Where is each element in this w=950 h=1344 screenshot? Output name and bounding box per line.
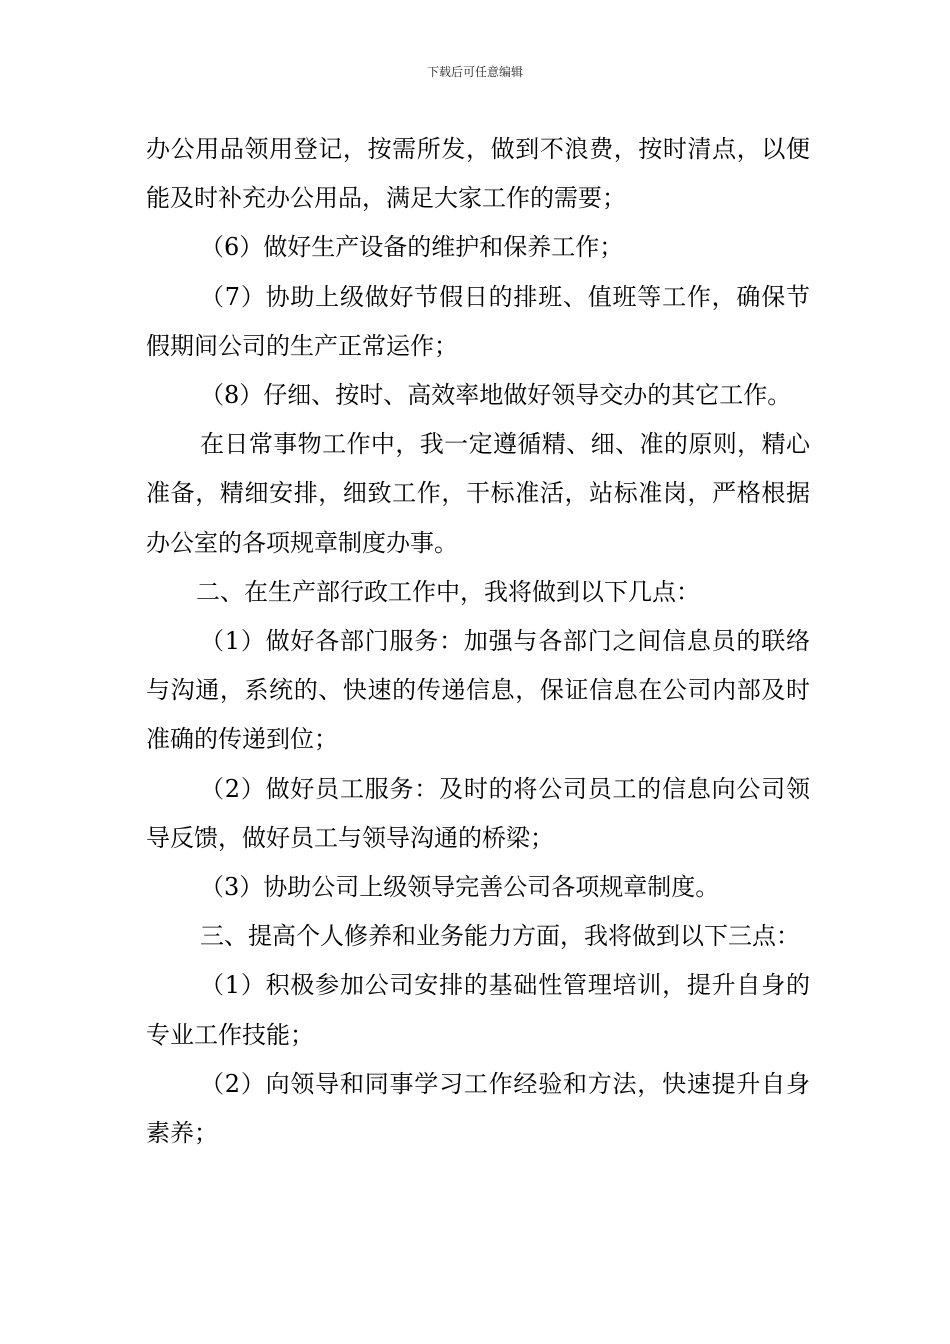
paragraph-section-three-heading: 三、提高个人修养和业务能力方面，我将做到以下三点： xyxy=(200,922,800,951)
paragraph-daily-affairs: 在日常事物工作中，我一定遵循精、细、准的原则，精心准备，精细安排，细致工作，干标准活，站标准岗，严格根据办公室的各项规章制度办事。 xyxy=(146,430,810,557)
paragraph-section-three-item-1: （1）积极参加公司安排的基础性管理培训，提升自身的专业工作技能； xyxy=(146,971,810,1049)
paragraph-section-two-item-3: （3）协助公司上级领导完善公司各项规章制度。 xyxy=(200,873,720,902)
document-body xyxy=(146,125,810,1158)
paragraph-item-8: （8）仔细、按时、高效率地做好领导交办的其它工作。 xyxy=(200,381,792,410)
paragraph-item-6: （6）做好生产设备的维护和保养工作； xyxy=(200,233,624,262)
paragraph-office-supplies: 办公用品领用登记，按需所发，做到不浪费，按时清点，以便能及时补充办公用品，满足大家工作的需要； xyxy=(146,135,810,213)
paragraph-section-three-item-2: （2）向领导和同事学习工作经验和方法，快速提升自身素养； xyxy=(146,1069,810,1148)
page-header-note: 下载后可任意编辑 xyxy=(426,65,523,79)
paragraph-item-7: （7）协助上级做好节假日的排班、值班等工作，确保节假期间公司的生产正常运作； xyxy=(146,282,810,360)
paragraph-section-two-item-1: （1）做好各部门服务：加强与各部门之间信息员的联络与沟通，系统的、快速的传递信息，保证信息在公司内部及时准确的传递到位； xyxy=(146,627,810,754)
paragraph-section-two-item-2: （2）做好员工服务：及时的将公司员工的信息向公司领导反馈，做好员工与领导沟通的桥梁； xyxy=(146,774,810,852)
paragraph-section-two-heading: 二、在生产部行政工作中，我将做到以下几点： xyxy=(196,577,700,606)
